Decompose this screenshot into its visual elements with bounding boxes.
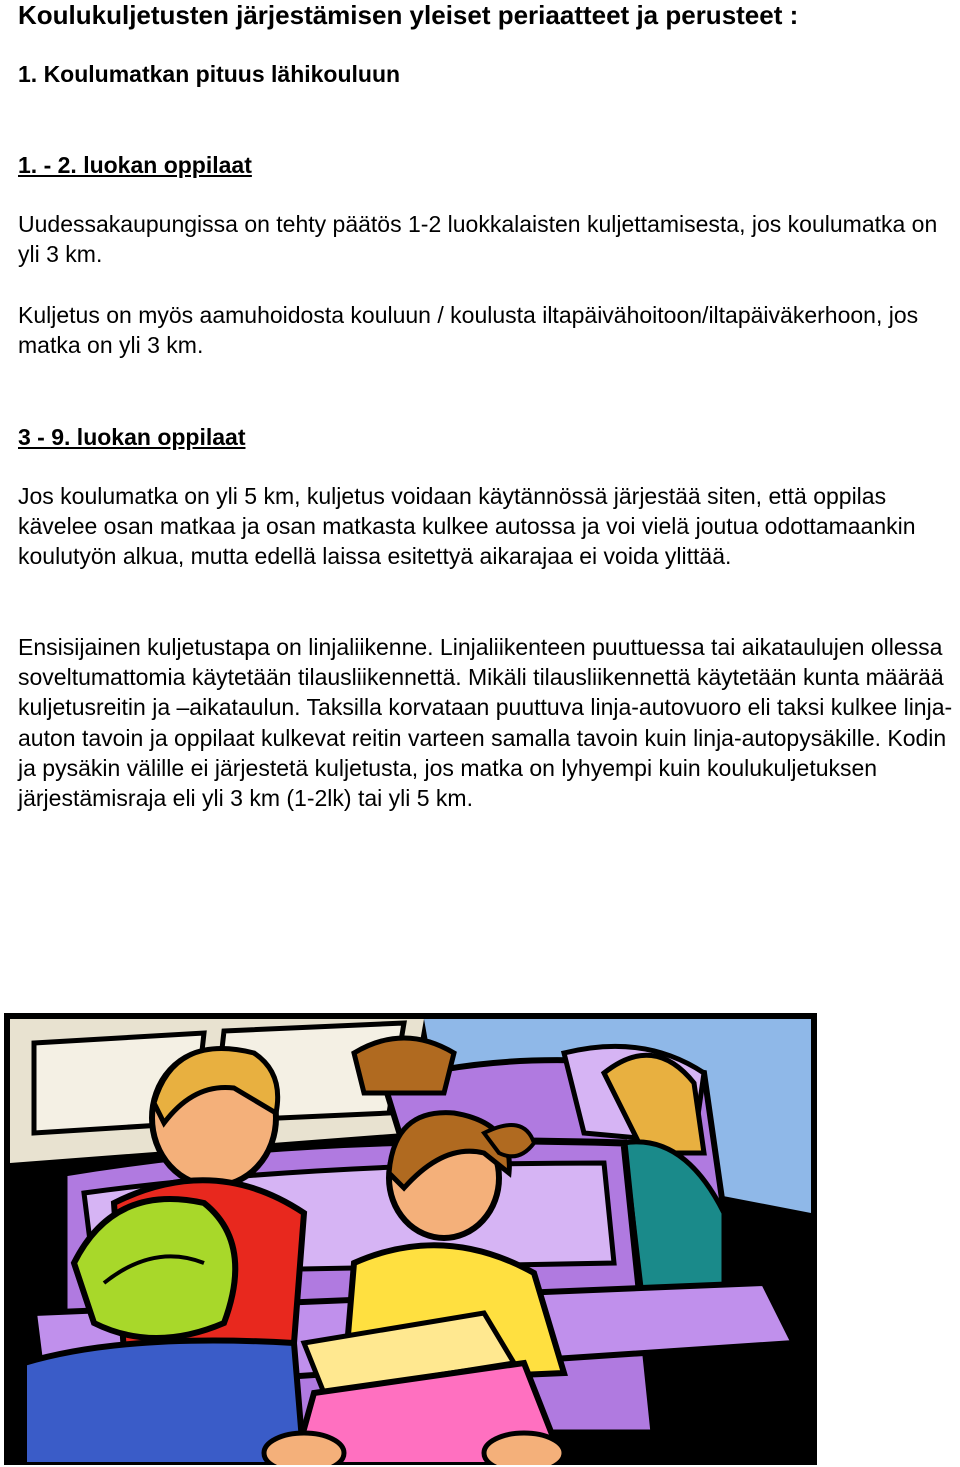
grade-3-9-paragraph-2: Ensisijainen kuljetustapa on linjaliikenne. Linjaliikenteen puuttuessa tai aikataulujen ollessa soveltumattomia käytetään tilausliikennettä. Mikäli tilausliikennettä käytetään kunta määrää kuljetusreitin ja –aikataulun. Taksilla korvataan puuttuva linja-autovuoro eli taksi kulkee linja-auton tavoin ja oppilaat kulkevat reitin varteen samalla tavoin kuin linja-autopysäkille. Kodin ja pysäkin välille ei järjestetä kuljetusta, jos matka on lyhyempi kuin koulukuljetuksen järjestämisraja eli yli 3 km (1-2lk) tai yli 5 km.	[18, 634, 953, 812]
grade-3-9-paragraph-1: Jos koulumatka on yli 5 km, kuljetus voidaan käytännössä järjestää siten, että oppilas kävelee osan matkaa ja osan matkasta kulkee autossa ja voi vielä joutua odottamaankin koulutyön alkua, mutta edellä laissa esitettyä aikarajaa ei voida ylittää.	[18, 483, 916, 570]
bus-children-illustration	[4, 1013, 817, 1465]
grade-1-2-paragraph-1: Uudessakaupungissa on tehty päätös 1-2 luokkalaisten kuljettamisesta, jos koulumatka on yli 3 km.	[18, 211, 938, 268]
section-heading: 1. Koulumatkan pituus lähikouluun	[18, 61, 401, 87]
grade-3-9-heading: 3 - 9. luokan oppilaat	[18, 424, 246, 450]
grade-1-2-heading: 1. - 2. luokan oppilaat	[18, 152, 252, 178]
document-title: Koulukuljetusten järjestämisen yleiset periaatteet ja perusteet :	[18, 0, 799, 30]
grade-1-2-paragraph-2: Kuljetus on myös aamuhoidosta kouluun / koulusta iltapäivähoitoon/iltapäiväkerhoon, jos matka on yli 3 km.	[18, 302, 919, 359]
